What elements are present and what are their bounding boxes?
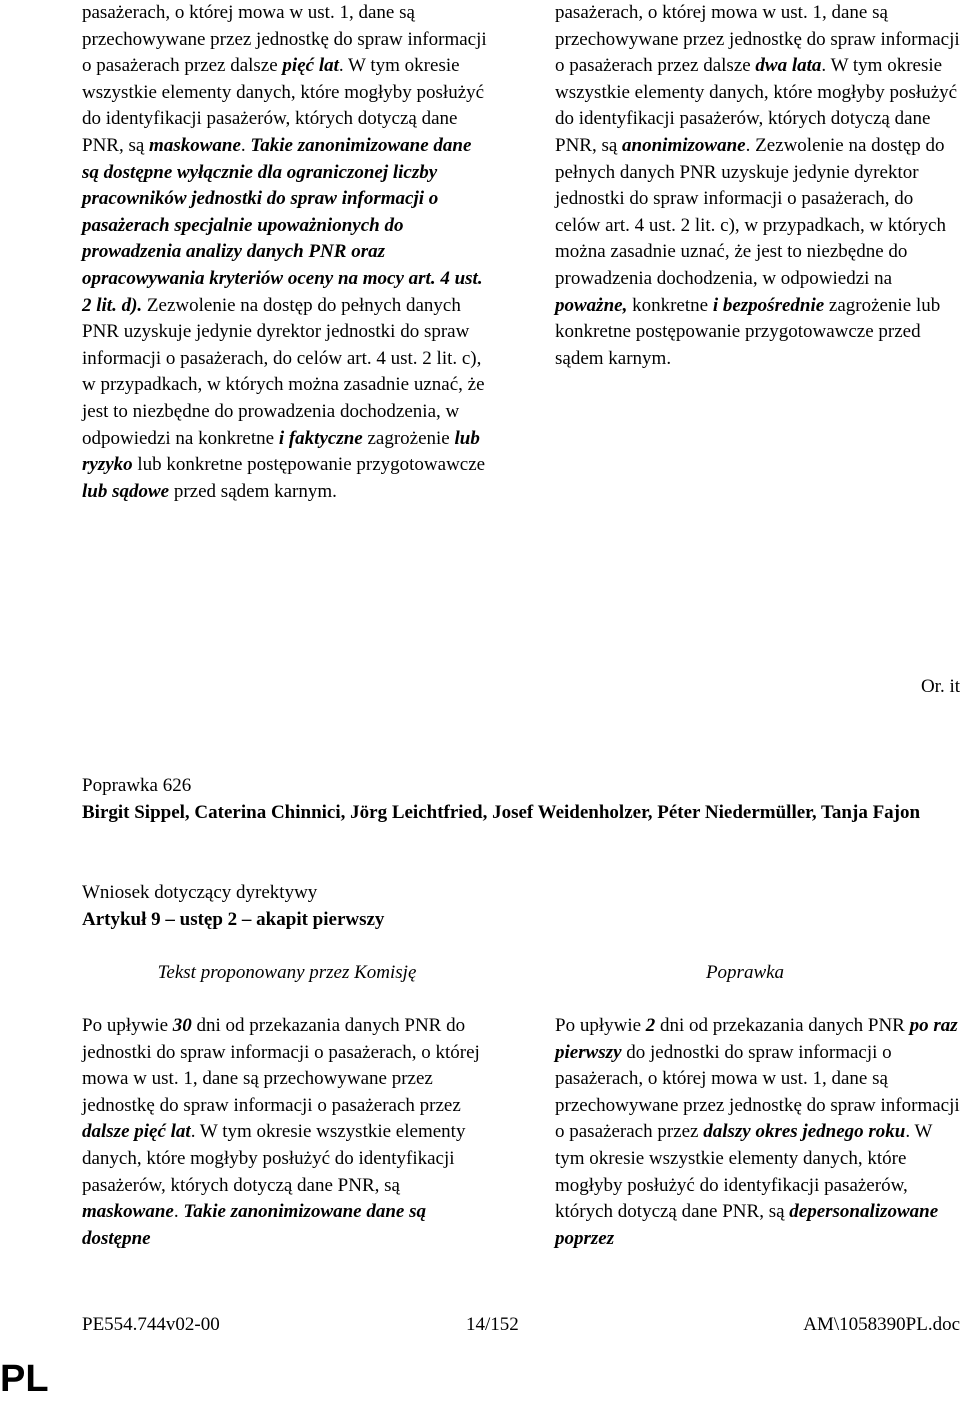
emphasis-run: po raz pierwszy [555,1015,958,1063]
document-reference: PE554.744v02-00 [82,1314,220,1335]
text-run: . [240,134,251,156]
text-run: . W tym okresie wszystkie elementy danych, które mogłyby posłużyć do identyfikacji pasażerów, których dotyczą dane PNR, są [82,55,485,156]
top-right-paragraph [555,0,960,372]
emphasis-run: poważne, [555,294,628,316]
text-run: przed sądem karnym. [169,480,337,502]
text-run: dni od przekazania danych PNR do jednostki do spraw informacji o pasażerach, o której mowa w ust. 1, dane są przechowywane przez jednostkę do spraw informacji o pasażerach przez [82,1015,480,1116]
article-reference: Artykuł 9 – ustęp 2 – akapit pierwszy [82,908,385,930]
proposal-title: Wniosek dotyczący dyrektywy [82,882,318,903]
amendment-authors: Birgit Sippel, Caterina Chinnici, Jörg Leichtfried, Josef Weidenholzer, Péter Niedermüller, Tanja Fajon [82,801,921,823]
emphasis-run: depersonalizowane poprzez [555,1201,939,1249]
commission-text-header: Tekst proponowany przez Komisję [157,962,417,983]
amendment-paragraph [555,1013,960,1252]
emphasis-run: i bezpośrednie [712,294,825,316]
emphasis-run: dwa lata [755,55,822,77]
amendment-header [82,773,922,826]
page-number: 14/152 [466,1314,519,1335]
emphasis-run: pięć lat [282,55,339,77]
original-language-note: Or. it [920,676,960,697]
text-run: . W tym okresie wszystkie elementy danych, które mogłyby posłużyć do identyfikacji pasażerów, których dotyczą dane PNR, są [555,55,958,156]
text-run: zagrożenie lub konkretne postępowanie przygotowawcze przed sądem karnym. [555,294,941,369]
text-run: konkretne [627,294,713,316]
commission-paragraph [82,1013,492,1252]
file-name: AM\1058390PL.doc [803,1314,960,1335]
emphasis-run: 30 [172,1015,192,1036]
text-run: . W tym okresie wszystkie elementy danych, które mogłyby posłużyć do identyfikacji pasażerów, których dotyczą dane PNR, są [82,1121,466,1196]
top-left-paragraph [82,0,492,505]
commission-text [82,1013,492,1252]
emphasis-run: anonimizowane [622,134,746,156]
amendment-number [82,773,922,800]
text-run: dni od przekazania danych PNR [655,1015,910,1036]
emphasis-run: lub sądowe [82,480,170,502]
amendment-header-label: Poprawka [705,962,785,983]
emphasis-run: Takie zanonimizowane dane są dostępne wyłącznie dla ograniczonej liczby pracowników jednostki do spraw informacji o pasażerach specjalnie upoważnionych do prowadzenia analizy danych PNR oraz opracowywania kryteriów oceny na mocy art. 4 ust. 2 lit. d). [82,134,483,316]
text-run: Po upływie [82,1015,173,1036]
text-run: zagrożenie [362,427,455,449]
top-left-text [82,0,492,505]
text-run: Zezwolenie na dostęp do pełnych danych PNR uzyskuje jedynie dyrektor jednostki do spraw informacji o pasażerach, do celów art. 4 ust. 2 lit. c), w przypadkach, w których można zasadnie uznać, że jest to niezbędne do prowadzenia dochodzenia, w odpowiedzi na konkretne [82,294,485,449]
emphasis-run: 2 [645,1015,656,1036]
emphasis-run: i faktyczne [278,427,363,449]
text-run: Po upływie [555,1015,646,1036]
amendment-label: Poprawka [82,775,158,796]
amendment-number-value: 626 [162,775,192,796]
text-run: lub konkretne postępowanie przygotowawcze [132,454,486,476]
text-run: . Zezwolenie na dostęp do pełnych danych PNR uzyskuje jedynie dyrektor jednostki do spraw informacji o pasażerach, do celów art. 4 ust. 2 lit. c), w przypadkach, w których można zasadnie uznać, że jest to niezbędne do prowadzenia dochodzenia, w odpowiedzi na [555,134,946,289]
text-run: . [173,1201,184,1223]
emphasis-run: maskowane [149,134,241,156]
amendment-text [555,1013,960,1252]
emphasis-run: dalsze pięć lat [82,1121,191,1143]
text-run: pasażerach, o której mowa w ust. 1, dane są przechowywane przez jednostkę do spraw informacji o pasażerach przez dalsze [555,2,960,77]
text-run: pasażerach, o której mowa w ust. 1, dane są przechowywane przez jednostkę do spraw informacji o pasażerach przez dalsze [82,2,487,77]
emphasis-run: maskowane [82,1201,174,1223]
top-right-text [555,0,960,372]
directive-reference [82,880,922,933]
text-run: . W tym okresie wszystkie elementy danych, które mogłyby posłużyć do identyfikacji pasażerów, których dotyczą dane PNR, są [555,1121,933,1223]
text-run: do jednostki do spraw informacji o pasażerach, o której mowa w ust. 1, dane są przechowywane przez jednostkę do spraw informacji o pasażerach przez [555,1041,960,1143]
emphasis-run: lub ryzyko [82,427,480,476]
emphasis-run: Takie zanonimizowane dane są dostępne [82,1201,427,1249]
language-code: PL [0,1358,49,1400]
emphasis-run: dalszy okres jednego roku [703,1121,906,1143]
